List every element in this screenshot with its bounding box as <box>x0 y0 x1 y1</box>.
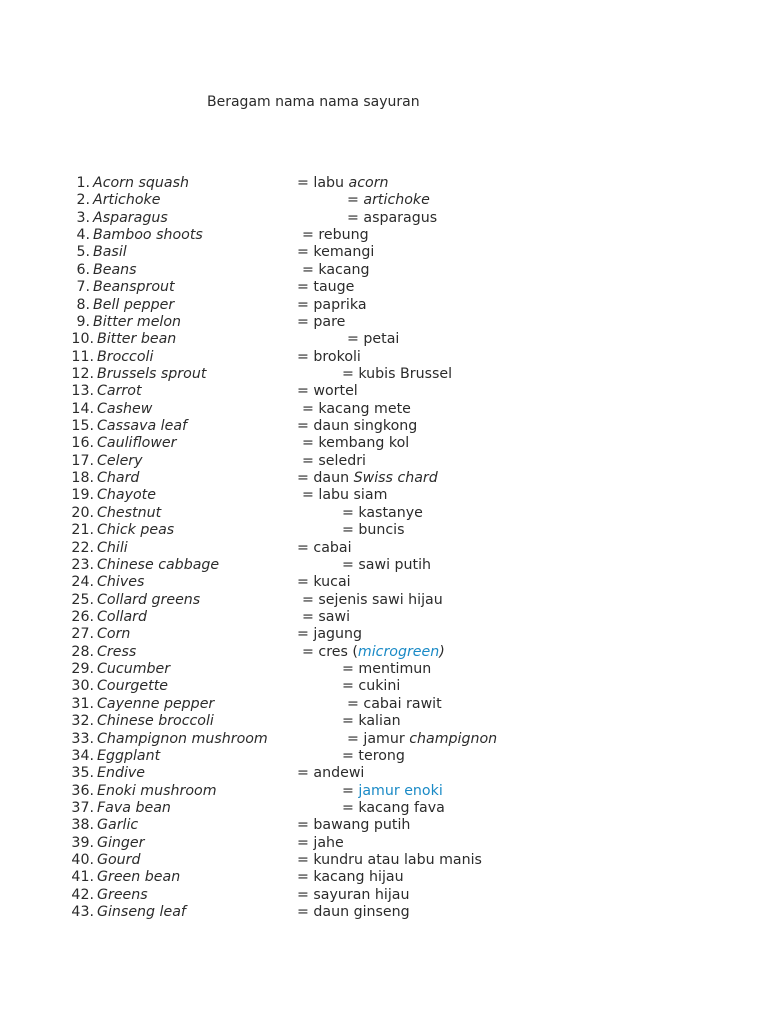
indonesian-translation <box>347 210 437 227</box>
list-item <box>0 731 768 748</box>
list-item <box>0 904 768 921</box>
item-number: 41. <box>71 869 94 886</box>
item-number: 20. <box>71 504 94 521</box>
item-number: 39. <box>71 834 94 851</box>
item-number: 9. <box>76 313 90 330</box>
item-number: 23. <box>71 556 94 573</box>
item-number: 15. <box>71 418 94 435</box>
item-number: 25. <box>71 591 94 608</box>
english-name: Eggplant <box>97 747 161 764</box>
list-item <box>0 383 768 400</box>
item-number: 24. <box>71 574 94 591</box>
english-name: Chinese broccoli <box>97 713 214 730</box>
list-item <box>0 765 768 782</box>
english-name: Courgette <box>97 678 168 695</box>
item-number: 7. <box>76 279 90 296</box>
list-item <box>0 210 768 227</box>
translation-text: = jagung <box>297 626 363 643</box>
translation-text: = tauge <box>297 279 355 296</box>
english-name: Green bean <box>97 869 181 886</box>
translation-text: Swiss chard <box>353 470 438 487</box>
english-name: Champignon mushroom <box>97 730 268 747</box>
english-name: Chick peas <box>97 522 175 539</box>
indonesian-translation <box>297 418 417 435</box>
item-number: 19. <box>71 487 94 504</box>
indonesian-translation <box>342 522 405 539</box>
english-name: Cucumber <box>97 661 171 678</box>
english-name: Bitter melon <box>93 313 182 330</box>
indonesian-translation <box>297 314 345 331</box>
list-item <box>0 522 768 539</box>
indonesian-translation <box>302 592 443 609</box>
english-name: Beans <box>93 261 137 278</box>
list-item <box>0 817 768 834</box>
list-item <box>0 435 768 452</box>
list-item <box>0 835 768 852</box>
english-name: Chili <box>97 539 128 556</box>
translation-text: = sawi <box>302 608 351 625</box>
list-item <box>0 748 768 765</box>
indonesian-translation <box>347 696 442 713</box>
english-name: Brussels sprout <box>97 365 207 382</box>
translation-text: = andewi <box>297 765 365 782</box>
translation-text: = bawang putih <box>297 817 411 834</box>
indonesian-translation <box>342 661 431 678</box>
item-number: 27. <box>71 626 94 643</box>
translation-text: = labu siam <box>302 487 388 504</box>
translation-text: = jamur <box>347 730 410 747</box>
item-number: 29. <box>71 661 94 678</box>
translation-text: = pare <box>297 313 346 330</box>
indonesian-translation <box>297 244 374 261</box>
translation-text: = labu <box>297 175 349 191</box>
english-name: Chestnut <box>97 504 162 521</box>
english-name: Chard <box>97 470 140 487</box>
indonesian-translation <box>347 192 430 209</box>
indonesian-translation <box>297 887 409 904</box>
translation-text: = rebung <box>302 227 369 244</box>
list-item <box>0 783 768 800</box>
item-number: 16. <box>71 435 94 452</box>
english-name: Bell pepper <box>93 296 175 313</box>
indonesian-translation <box>297 817 410 834</box>
item-number: 40. <box>71 852 94 869</box>
translation-text: = kacang <box>302 261 370 278</box>
list-item <box>0 175 768 192</box>
translation-text: = sayuran hijau <box>297 886 410 903</box>
indonesian-translation <box>297 626 362 643</box>
indonesian-translation <box>302 609 350 626</box>
indonesian-translation <box>302 487 387 504</box>
translation-text: = daun <box>297 470 354 487</box>
list-item <box>0 557 768 574</box>
list-item <box>0 661 768 678</box>
list-item <box>0 349 768 366</box>
item-number: 36. <box>71 782 94 799</box>
list-item <box>0 279 768 296</box>
english-name: Beansprout <box>93 279 175 296</box>
indonesian-translation <box>347 731 497 748</box>
item-number: 33. <box>71 730 94 747</box>
list-item <box>0 696 768 713</box>
indonesian-translation <box>297 470 438 487</box>
item-number: 4. <box>76 227 90 244</box>
translation-text: = <box>342 782 359 799</box>
translation-text: = kundru atau labu manis <box>297 852 482 869</box>
item-number: 8. <box>76 296 90 313</box>
translation-text: = seledri <box>302 452 366 469</box>
indonesian-translation <box>342 366 452 383</box>
list-item <box>0 331 768 348</box>
list-item <box>0 887 768 904</box>
item-number: 26. <box>71 608 94 625</box>
item-number: 13. <box>71 383 94 400</box>
list-item <box>0 869 768 886</box>
indonesian-translation <box>302 401 411 418</box>
list-item <box>0 644 768 661</box>
translation-text: = kastanye <box>342 504 423 521</box>
list-item <box>0 453 768 470</box>
item-number: 12. <box>71 365 94 382</box>
list-item <box>0 713 768 730</box>
indonesian-translation <box>342 557 431 574</box>
list-item <box>0 244 768 261</box>
item-number: 22. <box>71 539 94 556</box>
indonesian-translation <box>302 262 370 279</box>
translation-text: = kacang fava <box>342 799 445 816</box>
translation-text: = kacang mete <box>302 400 411 417</box>
english-name: Enoki mushroom <box>97 782 217 799</box>
list-item <box>0 192 768 209</box>
item-number: 42. <box>71 886 94 903</box>
item-number: 1. <box>76 175 90 191</box>
english-name: Cassava leaf <box>97 418 188 435</box>
translation-text: = kemangi <box>297 244 375 261</box>
english-name: Bitter bean <box>97 331 177 348</box>
item-number: 38. <box>71 817 94 834</box>
translation-text: = sawi putih <box>342 556 432 573</box>
item-number: 6. <box>76 261 90 278</box>
item-number: 11. <box>71 348 94 365</box>
indonesian-translation <box>347 331 399 348</box>
list-item <box>0 297 768 314</box>
english-name: Asparagus <box>93 209 168 226</box>
translation-text: = kalian <box>342 713 401 730</box>
item-number: 32. <box>71 713 94 730</box>
english-name: Ginseng leaf <box>97 904 186 921</box>
item-number: 28. <box>71 643 94 660</box>
item-number: 5. <box>76 244 90 261</box>
translation-text: = paprika <box>297 296 367 313</box>
translation-text: = kembang kol <box>302 435 410 452</box>
translation-text: = sejenis sawi hijau <box>302 591 443 608</box>
item-number: 21. <box>71 522 94 539</box>
indonesian-translation <box>302 227 369 244</box>
translation-text: = kacang hijau <box>297 869 404 886</box>
english-name: Cashew <box>97 400 153 417</box>
list-item <box>0 852 768 869</box>
list-item <box>0 227 768 244</box>
item-number: 2. <box>76 192 90 209</box>
english-name: Celery <box>97 452 143 469</box>
list-item <box>0 262 768 279</box>
english-name: Endive <box>97 765 146 782</box>
english-name: Greens <box>97 886 148 903</box>
item-number: 37. <box>71 799 94 816</box>
translation-text: = petai <box>347 331 400 348</box>
indonesian-translation <box>297 279 354 296</box>
english-name: Artichoke <box>93 192 161 209</box>
translation-text: = asparagus <box>347 209 438 226</box>
translation-text: = cukini <box>342 678 401 695</box>
list-item <box>0 418 768 435</box>
translation-link[interactable]: jamur enoki <box>358 782 443 799</box>
indonesian-translation <box>297 297 367 314</box>
translation-text: = mentimun <box>342 661 432 678</box>
english-name: Bamboo shoots <box>93 227 203 244</box>
item-number: 3. <box>76 209 90 226</box>
english-name: Carrot <box>97 383 142 400</box>
english-name: Gourd <box>97 852 141 869</box>
indonesian-translation <box>297 765 364 782</box>
english-name: Acorn squash <box>93 175 189 191</box>
translation-text: = wortel <box>297 383 358 400</box>
item-number: 30. <box>71 678 94 695</box>
translation-text: = <box>347 192 364 209</box>
translation-text: = kubis Brussel <box>342 365 453 382</box>
indonesian-translation <box>342 748 405 765</box>
indonesian-translation <box>297 869 404 886</box>
translation-text: champignon <box>409 730 498 747</box>
indonesian-translation <box>342 713 401 730</box>
indonesian-translation <box>302 435 409 452</box>
list-item <box>0 609 768 626</box>
translation-text: = jahe <box>297 834 344 851</box>
indonesian-translation <box>297 574 351 591</box>
translation-text: = brokoli <box>297 348 361 365</box>
english-name: Chives <box>97 574 145 591</box>
vegetable-list <box>0 175 768 921</box>
english-name: Corn <box>97 626 131 643</box>
item-number: 10. <box>71 331 94 348</box>
list-item <box>0 314 768 331</box>
english-name: Garlic <box>97 817 139 834</box>
list-item <box>0 505 768 522</box>
indonesian-translation <box>297 383 358 400</box>
translation-text: artichoke <box>363 192 430 209</box>
translation-text: = kucai <box>297 574 351 591</box>
document-title: Beragam nama nama sayuran <box>207 94 420 110</box>
indonesian-translation <box>297 904 410 921</box>
english-name: Basil <box>93 244 127 261</box>
item-number: 34. <box>71 747 94 764</box>
list-item <box>0 366 768 383</box>
item-number: 18. <box>71 470 94 487</box>
item-number: 17. <box>71 452 94 469</box>
item-number: 35. <box>71 765 94 782</box>
indonesian-translation <box>342 678 400 695</box>
translation-text: ) <box>439 643 445 660</box>
english-name: Broccoli <box>97 348 154 365</box>
english-name: Chinese cabbage <box>97 556 220 573</box>
translation-text: = cabai <box>297 539 352 556</box>
english-name: Fava bean <box>97 799 171 816</box>
translation-text: = cres ( <box>302 643 358 660</box>
english-name: Collard <box>97 608 148 625</box>
indonesian-translation <box>297 835 344 852</box>
item-number: 31. <box>71 695 94 712</box>
list-item <box>0 574 768 591</box>
translation-text: = terong <box>342 747 405 764</box>
english-name: Cauliflower <box>97 435 177 452</box>
list-item <box>0 401 768 418</box>
indonesian-translation <box>297 540 352 557</box>
item-number: 14. <box>71 400 94 417</box>
translation-text: = buncis <box>342 522 405 539</box>
translation-link[interactable]: microgreen <box>357 643 440 660</box>
translation-text: = daun singkong <box>297 418 418 435</box>
indonesian-translation <box>342 783 443 800</box>
indonesian-translation <box>297 175 389 192</box>
indonesian-translation <box>302 453 366 470</box>
english-name: Chayote <box>97 487 156 504</box>
indonesian-translation <box>342 505 423 522</box>
english-name: Ginger <box>97 834 145 851</box>
list-item <box>0 626 768 643</box>
indonesian-translation <box>297 852 482 869</box>
translation-text: = cabai rawit <box>347 695 442 712</box>
english-name: Cress <box>97 643 137 660</box>
list-item <box>0 678 768 695</box>
indonesian-translation <box>302 644 445 661</box>
english-name: Collard greens <box>97 591 201 608</box>
list-item <box>0 800 768 817</box>
list-item <box>0 540 768 557</box>
item-number: 43. <box>71 904 94 921</box>
translation-text: = daun ginseng <box>297 904 410 921</box>
indonesian-translation <box>297 349 361 366</box>
english-name: Cayenne pepper <box>97 695 215 712</box>
list-item <box>0 592 768 609</box>
translation-text: acorn <box>348 175 389 191</box>
indonesian-translation <box>342 800 445 817</box>
list-item <box>0 470 768 487</box>
list-item <box>0 487 768 504</box>
